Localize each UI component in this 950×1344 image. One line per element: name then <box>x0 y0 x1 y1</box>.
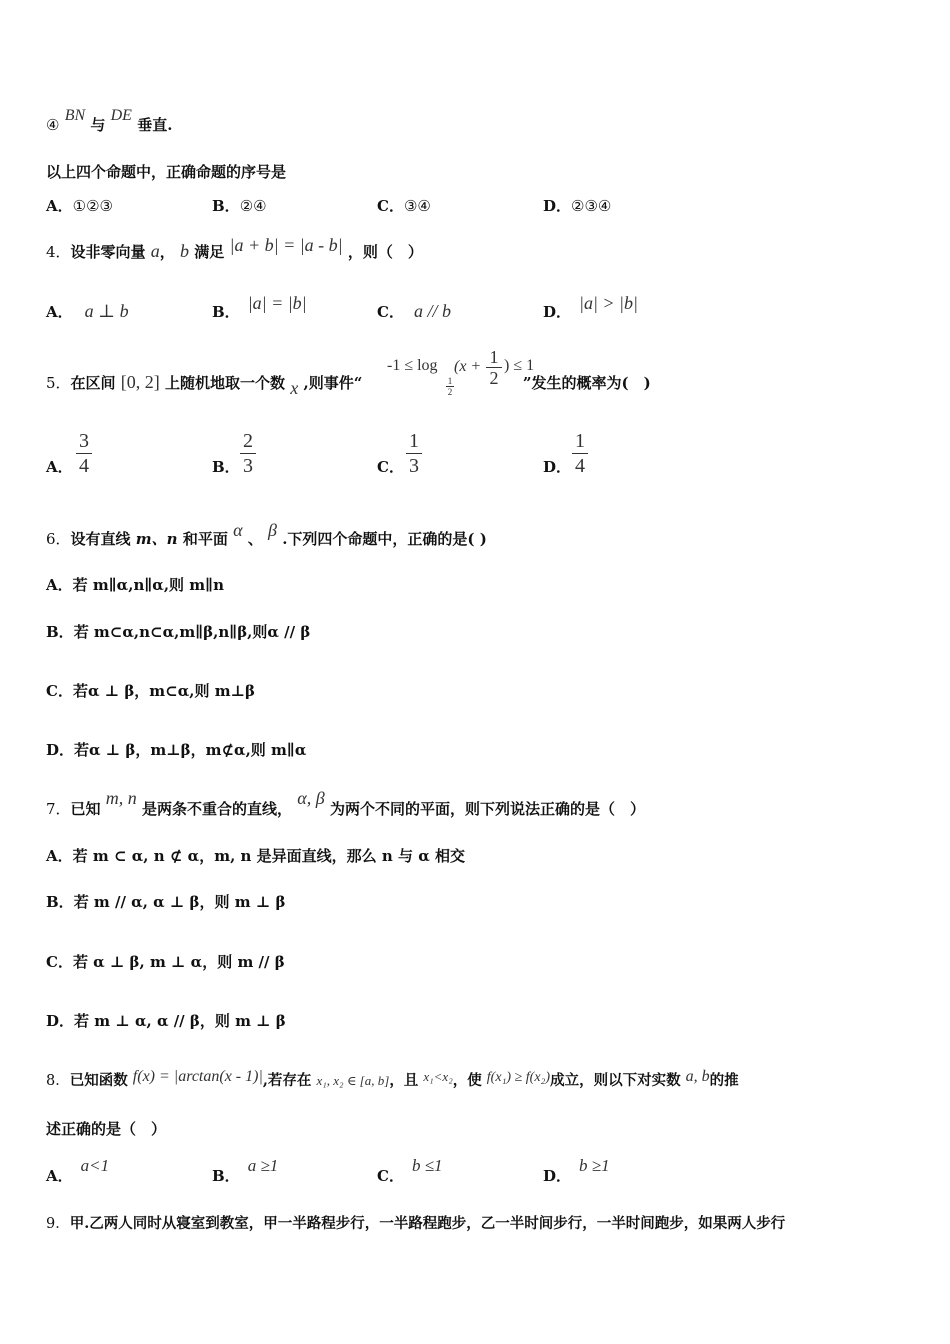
q3-option-a[interactable]: A．①②③ <box>46 197 113 215</box>
q4-stem: 4．设非零向量 a， b 满足 |a + b| = |a - b| ，则（ ） <box>46 235 423 261</box>
q7-option-c[interactable]: C．若 α ⊥ β, m ⊥ α，则 m // β <box>46 953 285 971</box>
q8-option-d[interactable]: D．b ≥1 <box>543 1156 610 1185</box>
q4-option-d[interactable]: D． |a| > |b| <box>543 293 638 321</box>
q6-option-c[interactable]: C．若α ⊥ β，m⊂α,则 m⊥β <box>46 682 255 700</box>
q3-option-b[interactable]: B．②④ <box>212 197 267 215</box>
item4-line: ④ BN 与 DE 垂直. <box>46 107 173 134</box>
q3-option-d[interactable]: D．②③④ <box>543 197 612 215</box>
q7-option-a[interactable]: A．若 m ⊂ α, n ⊄ α，m, n 是异面直线，那么 n 与 α 相交 <box>46 847 465 865</box>
q5-option-b-letter[interactable]: B． <box>212 458 240 476</box>
q6-option-d[interactable]: D．若α ⊥ β，m⊥β，m⊄α,则 m∥α <box>46 741 307 759</box>
q8-option-b[interactable]: B．a ≥1 <box>212 1156 279 1185</box>
q7-option-b[interactable]: B．若 m // α, α ⊥ β，则 m ⊥ β <box>46 893 286 911</box>
q5-event-left: -1 ≤ log <box>387 357 438 374</box>
q5-half-fraction: 1 2 <box>486 348 502 387</box>
q6-option-b[interactable]: B．若 m⊂α,n⊂α,m∥β,n∥β,则α // β <box>46 623 311 641</box>
q9-stem: 9．甲.乙两人同时从寝室到教室，甲一半路程步行，一半路程跑步，乙一半时间步行，一半时间跑步，如果两人步行 <box>46 1215 786 1232</box>
q5-option-a-fraction: 3 4 <box>76 430 92 477</box>
q6-option-a[interactable]: A．若 m∥α,n∥α,则 m∥n <box>46 576 224 594</box>
q5-option-b-fraction: 2 3 <box>240 430 256 477</box>
q5-log-base: 1 2 <box>447 376 453 397</box>
q5-option-d-letter[interactable]: D． <box>543 458 572 476</box>
q5-option-c-letter[interactable]: C． <box>377 458 404 476</box>
q5-option-a-letter[interactable]: A． <box>46 458 73 476</box>
q8-option-a[interactable]: A．a<1 <box>46 1156 110 1185</box>
q7-option-d[interactable]: D．若 m ⊥ α, α // β，则 m ⊥ β <box>46 1012 286 1030</box>
q5-option-c-fraction: 1 3 <box>406 430 422 477</box>
q4-option-b[interactable]: B． |a| = |b| <box>212 293 307 321</box>
q5-event-right: ) ≤ 1 <box>504 357 535 374</box>
q3-question: 以上四个命题中，正确命题的序号是 <box>46 163 287 181</box>
q8-stem-line2: 述正确的是（ ） <box>46 1120 167 1138</box>
q5-event-arg: (x + <box>454 358 482 375</box>
q4-option-c[interactable]: C． a // b <box>377 301 451 321</box>
q7-stem: 7．已知 m, n 是两条不重合的直线， α, β 为两个不同的平面，则下列说法正确的是（ ） <box>46 788 645 818</box>
q5-stem: 5．在区间 [0, 2] 上随机地取一个数 x ,则事件“ ”发生的概率为( ) <box>46 372 651 398</box>
q8-stem-line1: 8．已知函数 f(x) = |arctan(x - 1)|,若存在 x₁, x₂ ∈ [a, b]，且 x₁<x₂，使 f(x₁) ≥ f(x₂)成立，则以下对实数 a, b的推 <box>46 1068 739 1089</box>
q5-option-d-fraction: 1 4 <box>572 430 588 477</box>
q8-option-c[interactable]: C．b ≤1 <box>377 1156 443 1185</box>
q3-option-c[interactable]: C．③④ <box>377 197 431 215</box>
q6-stem: 6．设有直线 m、n 和平面 α 、 β .下列四个命题中，正确的是( ) <box>46 520 487 548</box>
q4-option-a[interactable]: A． a ⊥ b <box>46 301 129 321</box>
